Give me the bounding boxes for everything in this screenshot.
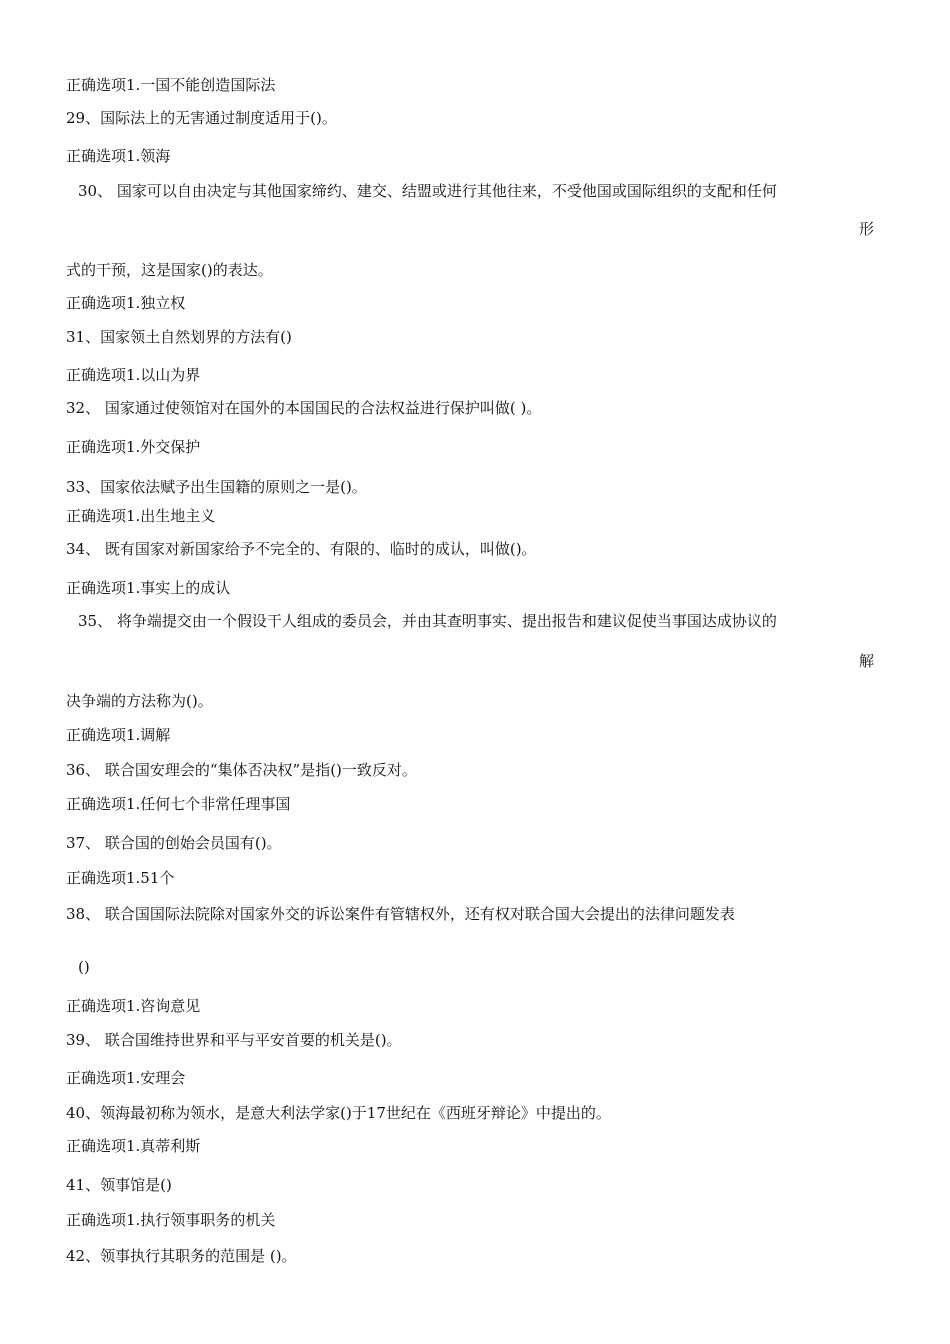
answer-line: 正确选项1.真蒂利斯: [66, 1137, 201, 1155]
question-line: 38、 联合国国际法院除对国家外交的诉讼案件有管辖权外，还有权对联合国大会提出的法律问题发表: [66, 905, 735, 923]
question-line: 29、国际法上的无害通过制度适用于()。: [66, 109, 337, 127]
answer-line: 正确选项1.外交保护: [66, 438, 201, 456]
question-line: 39、 联合国维持世界和平与平安首要的机关是()。: [66, 1031, 402, 1049]
answer-line: 正确选项1.安理会: [66, 1069, 186, 1087]
answer-line: 正确选项1.任何七个非常任理事国: [66, 795, 291, 813]
question-line: 35、 将争端提交由一个假设干人组成的委员会，并由其查明事实、提出报告和建议促使当事国达成协议的: [78, 612, 777, 630]
question-line: 41、领事馆是(): [66, 1176, 172, 1194]
question-line: 36、 联合国安理会的“集体否决权”是指()一致反对。: [66, 761, 417, 779]
question-line: 40、领海最初称为领水，是意大利法学家()于17世纪在《西班牙辩论》中提出的。: [66, 1104, 611, 1122]
question-line-continued: 决争端的方法称为()。: [66, 692, 213, 710]
question-line: 30、 国家可以自由决定与其他国家缔约、建交、结盟或进行其他往来，不受他国或国际组织的支配和任何: [78, 182, 777, 200]
question-line: 33、国家依法赋予出生国籍的原则之一是()。: [66, 478, 367, 496]
question-line-continued: 式的干预，这是国家()的表达。: [66, 261, 273, 279]
answer-line: 正确选项1.一国不能创造国际法: [66, 76, 276, 94]
question-line: 31、国家领土自然划界的方法有(): [66, 328, 292, 346]
question-line-wrap: 解: [858, 652, 874, 670]
question-line: 34、 既有国家对新国家给予不完全的、有限的、临时的成认，叫做()。: [66, 540, 537, 558]
answer-line: 正确选项1.执行领事职务的机关: [66, 1211, 276, 1229]
answer-line: 正确选项1.事实上的成认: [66, 579, 231, 597]
question-line: 37、 联合国的创始会员国有()。: [66, 834, 282, 852]
answer-line: 正确选项1.出生地主义: [66, 507, 216, 525]
answer-line: 正确选项1.51个: [66, 869, 175, 887]
answer-line: 正确选项1.领海: [66, 147, 171, 165]
answer-line: 正确选项1.以山为界: [66, 366, 201, 384]
answer-line: 正确选项1.独立权: [66, 294, 186, 312]
question-line: 42、领事执行其职务的范围是 ()。: [66, 1247, 297, 1265]
answer-line: 正确选项1.咨询意见: [66, 997, 201, 1015]
question-line-wrap: 形: [858, 220, 874, 238]
question-line-continued: (): [78, 958, 90, 976]
question-line: 32、 国家通过使领馆对在国外的本国国民的合法权益进行保护叫做( )。: [66, 399, 542, 417]
answer-line: 正确选项1.调解: [66, 726, 171, 744]
